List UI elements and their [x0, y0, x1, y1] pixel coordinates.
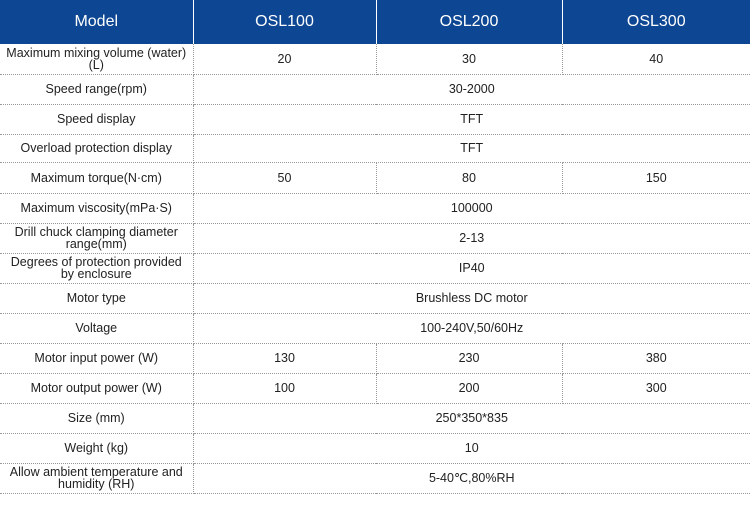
table-row — [0, 463, 750, 493]
cell-value: Brushless DC motor — [193, 283, 750, 313]
cell-value: 130 — [193, 343, 376, 373]
cell-value: 10 — [193, 433, 750, 463]
row-label: Maximum torque(N·cm) — [0, 162, 193, 193]
table-row — [0, 373, 750, 403]
cell-value: 250*350*835 — [193, 403, 750, 433]
table-header — [0, 0, 750, 44]
row-label: Voltage — [0, 313, 193, 343]
cell-value: 2-13 — [193, 223, 750, 253]
row-label: Maximum mixing volume (water) (L) — [0, 44, 193, 74]
cell-value: 40 — [562, 44, 750, 74]
table-row — [0, 343, 750, 373]
table-row — [0, 433, 750, 463]
cell-value: 200 — [376, 373, 562, 403]
table-row — [0, 134, 750, 162]
cell-value: TFT — [193, 134, 750, 162]
cell-value: 100-240V,50/60Hz — [193, 313, 750, 343]
cell-value: 20 — [193, 44, 376, 74]
row-label: Motor type — [0, 283, 193, 313]
cell-value: 230 — [376, 343, 562, 373]
cell-value: 80 — [376, 162, 562, 193]
row-label: Degrees of protection provided by enclosure — [0, 253, 193, 283]
cell-value: 30 — [376, 44, 562, 74]
cell-value: 30-2000 — [193, 74, 750, 104]
cell-value: 300 — [562, 373, 750, 403]
row-label: Motor input power (W) — [0, 343, 193, 373]
row-label: Overload protection display — [0, 134, 193, 162]
cell-value: IP40 — [193, 253, 750, 283]
row-label: Size (mm) — [0, 403, 193, 433]
cell-value: 5-40℃,80%RH — [193, 463, 750, 493]
table-row — [0, 162, 750, 193]
row-label: Maximum viscosity(mPa·S) — [0, 193, 193, 223]
table-row — [0, 253, 750, 283]
table-row — [0, 44, 750, 74]
table-row — [0, 74, 750, 104]
header-model-osl100: OSL100 — [193, 0, 376, 44]
cell-value: 150 — [562, 162, 750, 193]
table-row — [0, 223, 750, 253]
row-label: Speed range(rpm) — [0, 74, 193, 104]
cell-value: 50 — [193, 162, 376, 193]
cell-value: 100 — [193, 373, 376, 403]
header-model-label: Model — [0, 0, 193, 44]
table-row — [0, 104, 750, 134]
row-label: Weight (kg) — [0, 433, 193, 463]
cell-value: 380 — [562, 343, 750, 373]
table-row — [0, 193, 750, 223]
table-row — [0, 403, 750, 433]
cell-value: 100000 — [193, 193, 750, 223]
row-label: Speed display — [0, 104, 193, 134]
cell-value: TFT — [193, 104, 750, 134]
row-label: Drill chuck clamping diameter range(mm) — [0, 223, 193, 253]
row-label: Allow ambient temperature and humidity (RH) — [0, 463, 193, 493]
header-row — [0, 0, 750, 44]
header-model-osl300: OSL300 — [562, 0, 750, 44]
row-label: Motor output power (W) — [0, 373, 193, 403]
table-body — [0, 44, 750, 493]
table-row — [0, 313, 750, 343]
table-row — [0, 283, 750, 313]
header-model-osl200: OSL200 — [376, 0, 562, 44]
